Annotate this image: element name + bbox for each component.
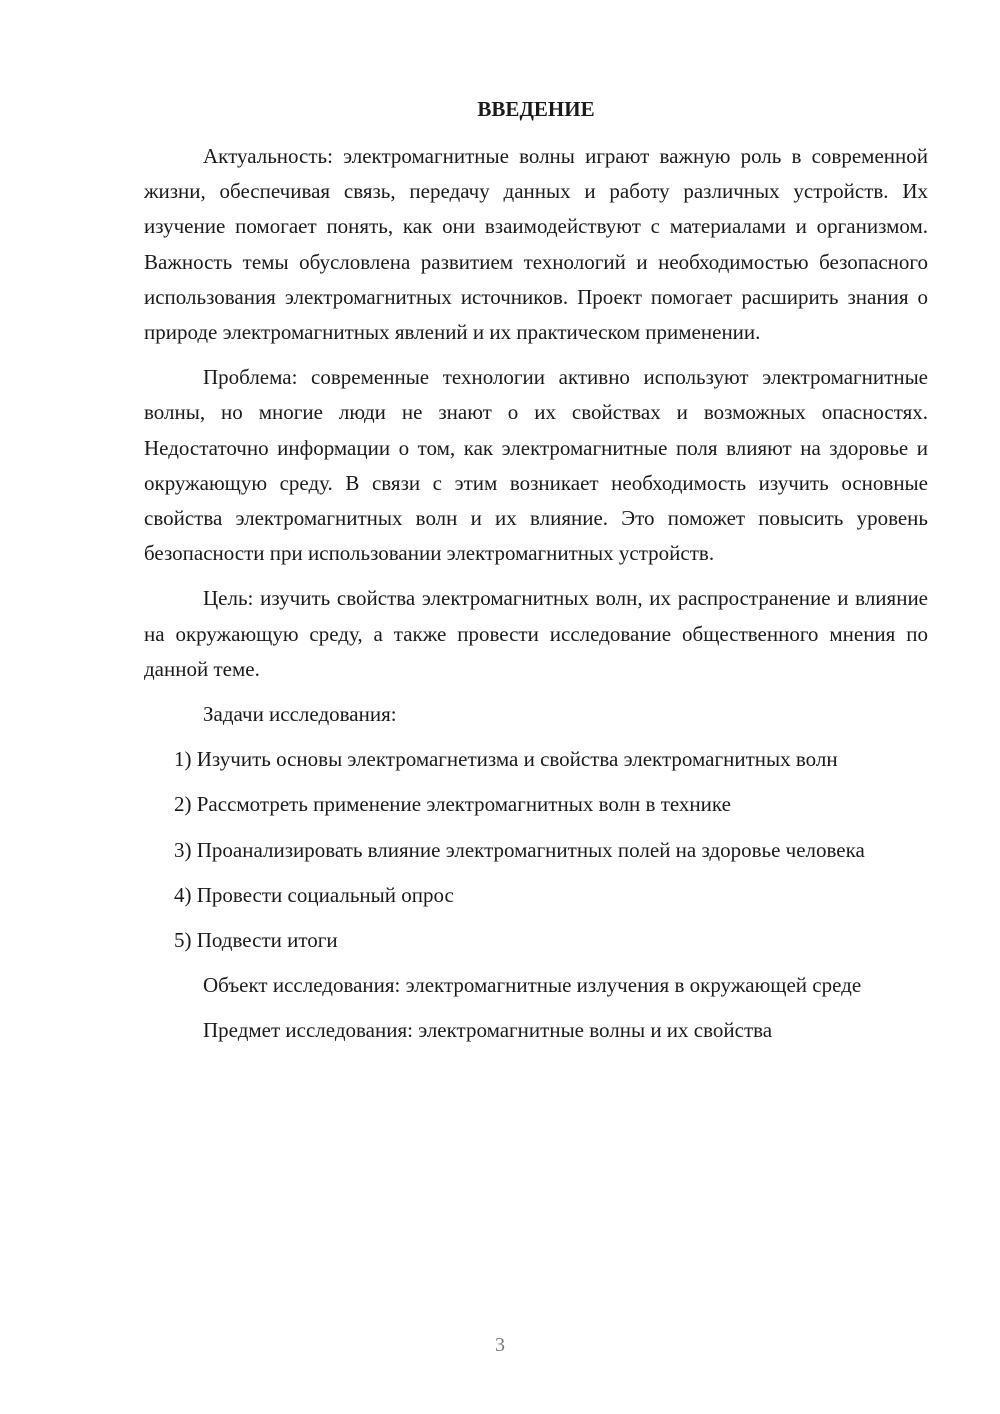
relevance-paragraph: Актуальность: электромагнитные волны играют важную роль в современной жизни, обеспечивая связь, передачу данных и работу различных устройств. Их изучение помогает понять, как они взаимодействуют с материалами и организмом. Важность темы обусловлена развитием технологий и необходимостью безопасного использования электромагнитных источников. Проект помогает расширить знания о природе электромагнитных явлений и их практическом применении. bbox=[144, 144, 928, 345]
document-page bbox=[144, 92, 928, 1049]
goal-paragraph: Цель: изучить свойства электромагнитных волн, их распространение и влияние на окружающую среду, а также провести исследование общественного мнения по данной теме. bbox=[144, 586, 928, 681]
task-item-4: 4) Провести социальный опрос bbox=[174, 882, 454, 907]
task-item-5: 5) Подвести итоги bbox=[174, 928, 338, 953]
task-item-1: 1) Изучить основы электромагнетизма и свойства электромагнитных волн bbox=[174, 747, 838, 772]
task-item-3: 3) Проанализировать влияние электромагнитных полей на здоровье человека bbox=[174, 837, 865, 862]
tasks-heading: Задачи исследования: bbox=[203, 702, 397, 727]
problem-paragraph: Проблема: современные технологии активно используют электромагнитные волны, но многие люди не знают о их свойствах и возможных опасностях. Недостаточно информации о том, как электромагнитные поля влияют на здоровье и окружающую среду. В связи с этим возникает необходимость изучить основные свойства электромагнитных волн и их влияние. Это поможет повысить уровень безопасности при использовании электромагнитных устройств. bbox=[144, 365, 928, 566]
object-paragraph: Объект исследования: электромагнитные излучения в окружающей среде bbox=[203, 973, 862, 998]
subject-paragraph: Предмет исследования: электромагнитные волны и их свойства bbox=[203, 1018, 773, 1043]
page-title: ВВЕДЕНИЕ bbox=[477, 97, 595, 121]
task-item-2: 2) Рассмотреть применение электромагнитных волн в технике bbox=[174, 792, 731, 817]
page-number: 3 bbox=[495, 1334, 505, 1356]
